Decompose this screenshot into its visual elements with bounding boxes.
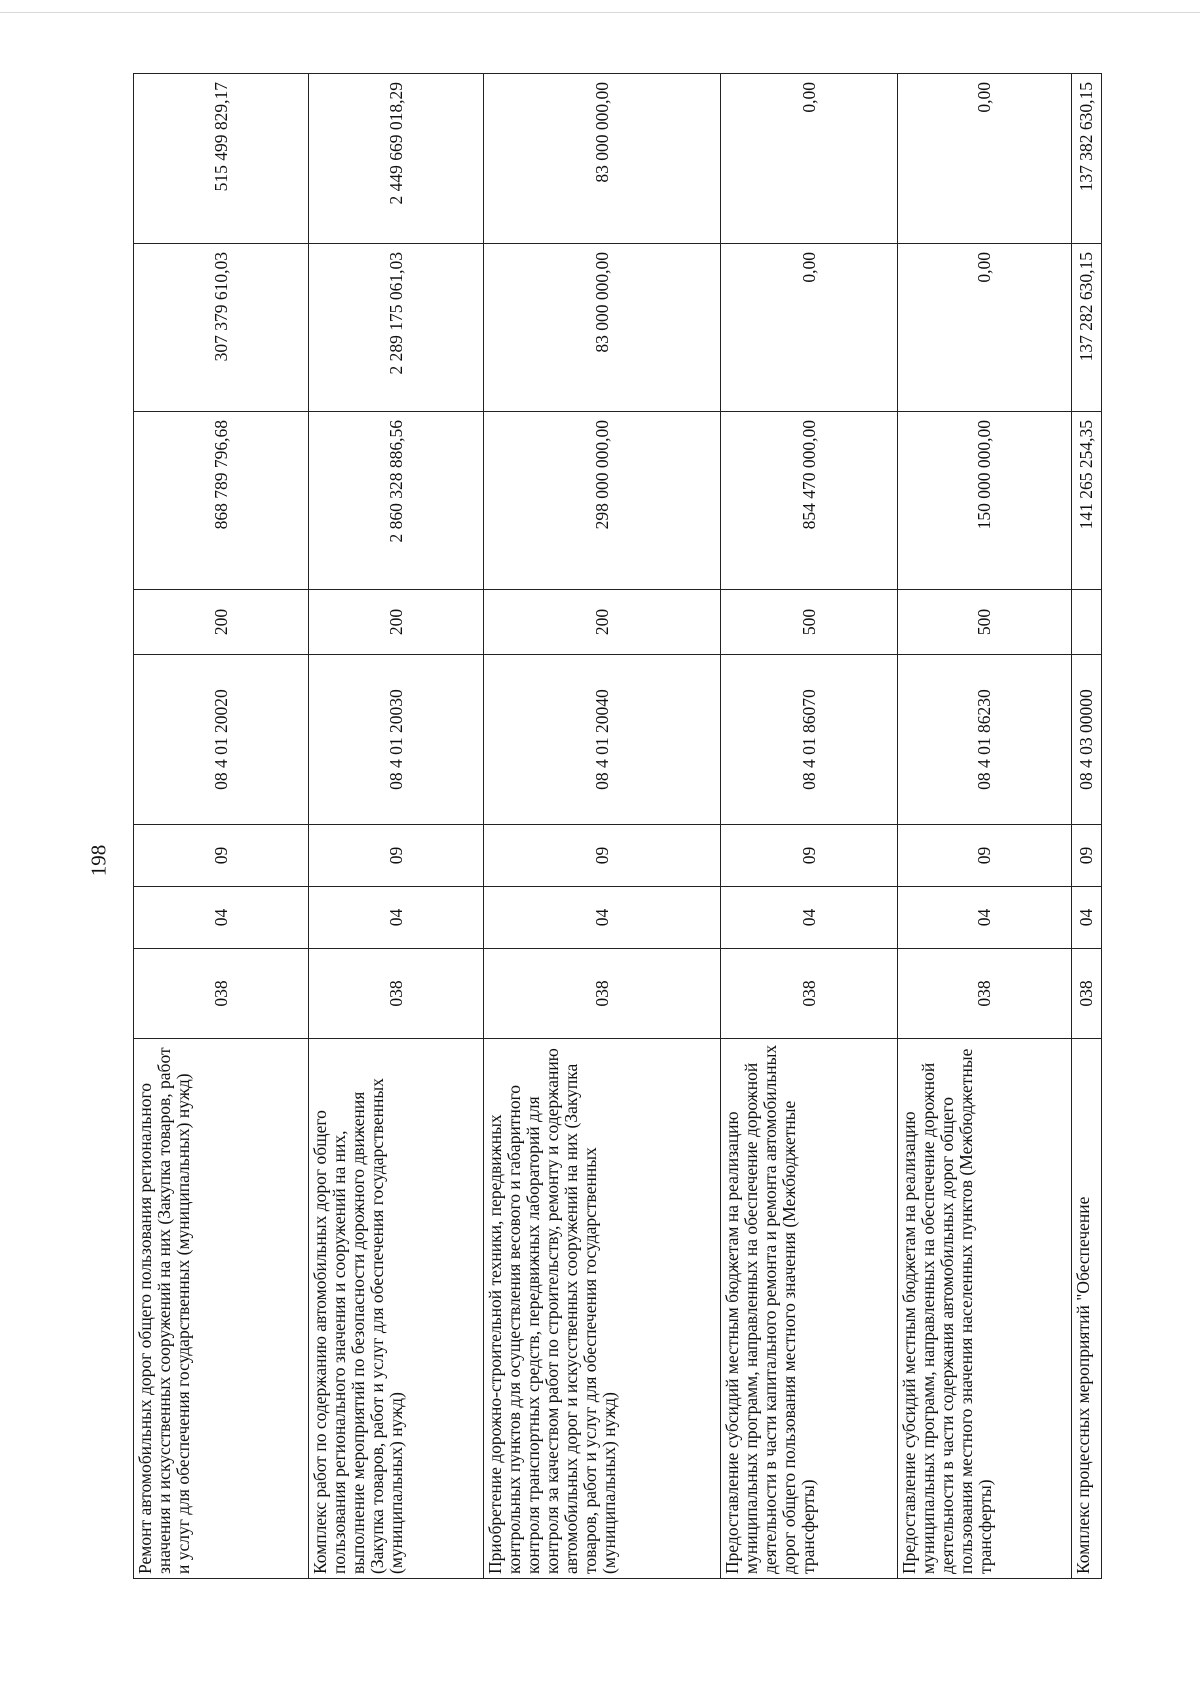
budget-table bbox=[133, 73, 1102, 1579]
row-subsection: 09 bbox=[721, 825, 898, 887]
row-amount-3: 0,00 bbox=[898, 74, 1072, 244]
row-amount-2: 0,00 bbox=[898, 244, 1072, 412]
row-code: 038 bbox=[721, 949, 898, 1039]
row-amount-2: 137 282 630,15 bbox=[1072, 244, 1102, 412]
page-number: 198 bbox=[86, 844, 111, 877]
row-target: 08 4 01 20040 bbox=[484, 655, 721, 825]
row-target: 08 4 03 00000 bbox=[1072, 655, 1102, 825]
row-target: 08 4 01 86070 bbox=[721, 655, 898, 825]
row-target: 08 4 01 20030 bbox=[309, 655, 484, 825]
row-section: 04 bbox=[309, 887, 484, 949]
row-amount-3: 137 382 630,15 bbox=[1072, 74, 1102, 244]
table-row bbox=[1072, 74, 1102, 1579]
row-section: 04 bbox=[721, 887, 898, 949]
row-type: 200 bbox=[309, 590, 484, 655]
table-row bbox=[721, 74, 898, 1579]
row-subsection: 09 bbox=[484, 825, 721, 887]
row-amount-3: 0,00 bbox=[721, 74, 898, 244]
row-code: 038 bbox=[898, 949, 1072, 1039]
row-type: 500 bbox=[898, 590, 1072, 655]
table-row bbox=[484, 74, 721, 1579]
row-code: 038 bbox=[1072, 949, 1102, 1039]
row-subsection: 09 bbox=[134, 825, 309, 887]
row-section: 04 bbox=[1072, 887, 1102, 949]
row-subsection: 09 bbox=[309, 825, 484, 887]
row-type: 200 bbox=[134, 590, 309, 655]
row-amount-1: 2 860 328 886,56 bbox=[309, 412, 484, 590]
row-section: 04 bbox=[134, 887, 309, 949]
row-code: 038 bbox=[134, 949, 309, 1039]
row-section: 04 bbox=[898, 887, 1072, 949]
table-body bbox=[134, 74, 1102, 1579]
row-name: Комплекс процессных мероприятий "Обеспечение bbox=[1072, 1039, 1102, 1579]
row-amount-2: 0,00 bbox=[721, 244, 898, 412]
rotated-table-container bbox=[133, 74, 1096, 1579]
row-section: 04 bbox=[484, 887, 721, 949]
row-name: Предоставление субсидий местным бюджетам на реализацию муниципальных программ, направленных на обеспечение дорожной деятельности в части содержания автомобильных дорог общего пользования местного значения населенных пунктов (Межбюджетные трансферты) bbox=[898, 1039, 1072, 1579]
row-code: 038 bbox=[309, 949, 484, 1039]
row-target: 08 4 01 20020 bbox=[134, 655, 309, 825]
row-amount-2: 307 379 610,03 bbox=[134, 244, 309, 412]
row-type: 200 bbox=[484, 590, 721, 655]
row-code: 038 bbox=[484, 949, 721, 1039]
row-amount-1: 141 265 254,35 bbox=[1072, 412, 1102, 590]
row-amount-3: 83 000 000,00 bbox=[484, 74, 721, 244]
row-amount-1: 150 000 000,00 bbox=[898, 412, 1072, 590]
row-amount-3: 2 449 669 018,29 bbox=[309, 74, 484, 244]
table-row bbox=[309, 74, 484, 1579]
row-name: Ремонт автомобильных дорог общего пользования регионального значения и искусственных сооружений на них (Закупка товаров, работ и услуг для обеспечения государственных (муниципальных) нужд) bbox=[134, 1039, 309, 1579]
row-amount-1: 854 470 000,00 bbox=[721, 412, 898, 590]
row-amount-2: 2 289 175 061,03 bbox=[309, 244, 484, 412]
table-row bbox=[898, 74, 1072, 1579]
row-subsection: 09 bbox=[898, 825, 1072, 887]
row-amount-1: 298 000 000,00 bbox=[484, 412, 721, 590]
row-name: Приобретение дорожно-строительной техники, передвижных контрольных пунктов для осуществления весового и габаритного контроля транспортных средств, передвижных лабораторий для контроля за качеством работ по строительству, ремонту и содержанию автомобильных дорог и искусственных сооружений на них (Закупка товаров, работ и услуг для обеспечения государственных (муниципальных) нужд) bbox=[484, 1039, 721, 1579]
row-type: 500 bbox=[721, 590, 898, 655]
row-type bbox=[1072, 590, 1102, 655]
row-amount-1: 868 789 796,68 bbox=[134, 412, 309, 590]
row-target: 08 4 01 86230 bbox=[898, 655, 1072, 825]
scan-edge-line bbox=[0, 12, 1200, 13]
row-name: Комплекс работ по содержанию автомобильных дорог общего пользования регионального значения и сооружений на них, выполнение мероприятий по безопасности дорожного движения (Закупка товаров, работ и услуг для обеспечения государственных (муниципальных) нужд) bbox=[309, 1039, 484, 1579]
row-amount-2: 83 000 000,00 bbox=[484, 244, 721, 412]
table-row bbox=[134, 74, 309, 1579]
row-name: Предоставление субсидий местным бюджетам на реализацию муниципальных программ, направленных на обеспечение дорожной деятельности в части капитального ремонта и ремонта автомобильных дорог общего пользования местного значения (Межбюджетные трансферты) bbox=[721, 1039, 898, 1579]
row-subsection: 09 bbox=[1072, 825, 1102, 887]
row-amount-3: 515 499 829,17 bbox=[134, 74, 309, 244]
